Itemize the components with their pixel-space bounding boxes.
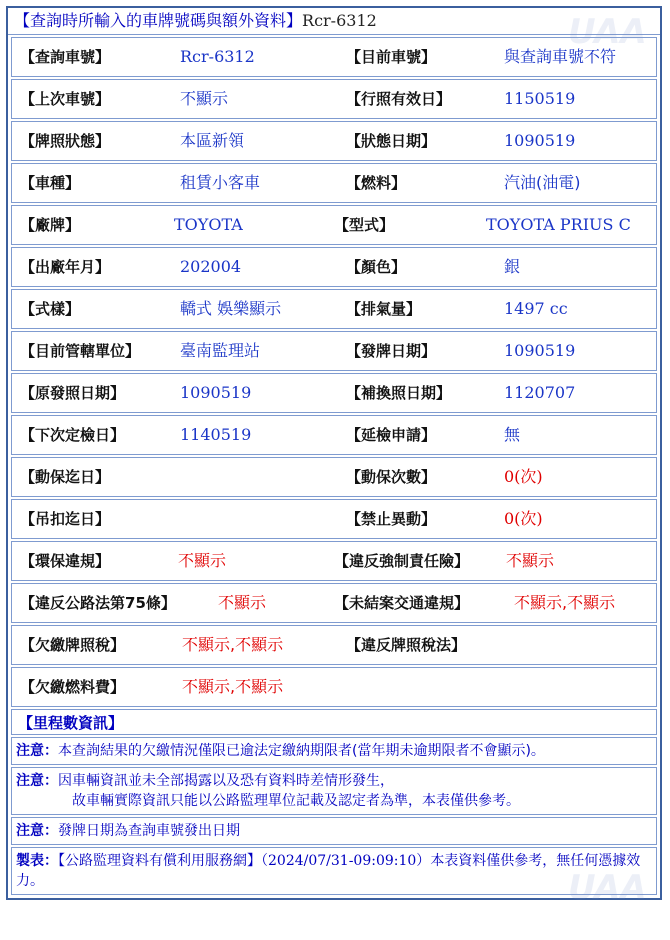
note-3 bbox=[11, 817, 657, 845]
record-row bbox=[11, 247, 657, 287]
record-row bbox=[11, 331, 657, 371]
field-label: 【燃料】 bbox=[346, 174, 407, 192]
field-label: 【狀態日期】 bbox=[346, 132, 437, 150]
record-row bbox=[11, 79, 657, 119]
note-1 bbox=[11, 737, 657, 765]
field-value: 1090519 bbox=[504, 341, 576, 360]
field-label: 【車種】 bbox=[20, 174, 81, 192]
field-value: 1140519 bbox=[180, 425, 252, 444]
field-label: 【發牌日期】 bbox=[346, 342, 437, 360]
query-title bbox=[8, 8, 660, 35]
field-label: 【禁止異動】 bbox=[346, 510, 437, 528]
field-label: 【原發照日期】 bbox=[20, 384, 126, 402]
vehicle-record-sheet bbox=[6, 6, 662, 908]
field-label: 【目前車號】 bbox=[346, 48, 437, 66]
field-value: 1150519 bbox=[504, 89, 576, 108]
field-value: TOYOTA PRIUS C bbox=[486, 215, 631, 234]
field-value: 202004 bbox=[180, 257, 242, 276]
footer-source: 【公路監理資料有償利用服務網】 bbox=[58, 853, 261, 869]
record-fields bbox=[8, 37, 660, 707]
field-label: 【違反強制責任險】 bbox=[334, 552, 470, 570]
field-value: 不顯示,不顯示 bbox=[514, 593, 616, 612]
field-value: 不顯示,不顯示 bbox=[182, 635, 284, 654]
footer-key: 製表： bbox=[16, 853, 58, 869]
field-value: 0(次) bbox=[504, 509, 543, 528]
footer-disclaimer bbox=[11, 847, 657, 895]
field-label: 【欠繳燃料費】 bbox=[20, 678, 126, 696]
field-value: 1120707 bbox=[504, 383, 576, 402]
field-label: 【出廠年月】 bbox=[20, 258, 111, 276]
field-label: 【目前管轄單位】 bbox=[20, 342, 141, 360]
field-value: 無 bbox=[504, 425, 521, 444]
record-row bbox=[11, 499, 657, 539]
note-key: 注意： bbox=[16, 743, 58, 759]
field-value: 與查詢車號不符 bbox=[504, 47, 617, 66]
watermark-logo: UAA bbox=[568, 12, 647, 52]
field-value: 租賃小客車 bbox=[180, 173, 261, 192]
field-value: 汽油(油電) bbox=[504, 173, 581, 192]
record-row bbox=[11, 373, 657, 413]
footer-timestamp: （2024/07/31-09:09:10） bbox=[261, 853, 431, 869]
mileage-section-header: 【里程數資訊】 bbox=[11, 709, 657, 735]
field-label: 【廠牌】 bbox=[20, 216, 81, 234]
record-row bbox=[11, 541, 657, 581]
field-value: 不顯示 bbox=[180, 89, 229, 108]
field-value: 1090519 bbox=[504, 131, 576, 150]
record-row bbox=[11, 37, 657, 77]
record-row bbox=[11, 205, 657, 245]
note-text: 因車輛資訊並未全部揭露以及恐有資料時差情形發生， bbox=[58, 773, 394, 789]
field-value: 0(次) bbox=[504, 467, 543, 486]
field-label: 【違反公路法第75條】 bbox=[20, 594, 176, 612]
record-row bbox=[11, 667, 657, 707]
note-key: 注意： bbox=[16, 823, 58, 839]
field-label: 【行照有效日】 bbox=[346, 90, 452, 108]
field-label: 【查詢車號】 bbox=[20, 48, 111, 66]
note-key: 注意： bbox=[16, 773, 58, 789]
field-value: 不顯示,不顯示 bbox=[182, 677, 284, 696]
note-text-line2: 故車輛實際資訊只能以公路監理單位記載及認定者為準，本表僅供參考。 bbox=[72, 793, 520, 809]
record-row bbox=[11, 625, 657, 665]
record-row bbox=[11, 415, 657, 455]
field-label: 【補換照日期】 bbox=[346, 384, 452, 402]
field-label: 【未結案交通違規】 bbox=[334, 594, 470, 612]
field-value: Rcr-6312 bbox=[180, 47, 255, 66]
field-label: 【排氣量】 bbox=[346, 300, 422, 318]
record-row bbox=[11, 121, 657, 161]
field-value: 轎式 娛樂顯示 bbox=[180, 299, 282, 318]
field-label: 【型式】 bbox=[334, 216, 395, 234]
note-text: 發牌日期為查詢車號發出日期 bbox=[58, 823, 240, 839]
field-label: 【動保迄日】 bbox=[20, 468, 111, 486]
record-row bbox=[11, 457, 657, 497]
footer-text: 本表資料僅供參考，無任何憑據效力。 bbox=[16, 853, 641, 889]
field-value: TOYOTA bbox=[174, 215, 243, 234]
record-row bbox=[11, 163, 657, 203]
note-2 bbox=[11, 767, 657, 815]
field-value: 本區新領 bbox=[180, 131, 245, 150]
record-row bbox=[11, 289, 657, 329]
field-label: 【吊扣迄日】 bbox=[20, 510, 111, 528]
field-label: 【上次車號】 bbox=[20, 90, 111, 108]
field-label: 【環保違規】 bbox=[20, 552, 111, 570]
field-value: 1497 cc bbox=[504, 299, 568, 318]
field-value: 臺南監理站 bbox=[180, 341, 261, 360]
field-label: 【下次定檢日】 bbox=[20, 426, 126, 444]
field-value: 銀 bbox=[504, 257, 521, 276]
query-title-label: 【查詢時所輸入的車牌號碼與額外資料】 bbox=[14, 11, 303, 30]
field-label: 【延檢申請】 bbox=[346, 426, 437, 444]
field-value: 不顯示 bbox=[178, 551, 227, 570]
field-label: 【顏色】 bbox=[346, 258, 407, 276]
field-value: 不顯示 bbox=[218, 593, 267, 612]
field-value: 1090519 bbox=[180, 383, 252, 402]
watermark-logo-bottom: UAA bbox=[568, 868, 647, 908]
record-row bbox=[11, 583, 657, 623]
field-label: 【違反牌照稅法】 bbox=[346, 636, 467, 654]
field-value: 不顯示 bbox=[506, 551, 555, 570]
query-title-plate: Rcr-6312 bbox=[302, 11, 377, 30]
note-text: 本查詢結果的欠繳情況僅限已逾法定繳納期限者(當年期未逾期限者不會顯示)。 bbox=[58, 743, 545, 759]
field-label: 【式樣】 bbox=[20, 300, 81, 318]
field-label: 【欠繳牌照稅】 bbox=[20, 636, 126, 654]
field-label: 【牌照狀態】 bbox=[20, 132, 111, 150]
field-label: 【動保次數】 bbox=[346, 468, 437, 486]
